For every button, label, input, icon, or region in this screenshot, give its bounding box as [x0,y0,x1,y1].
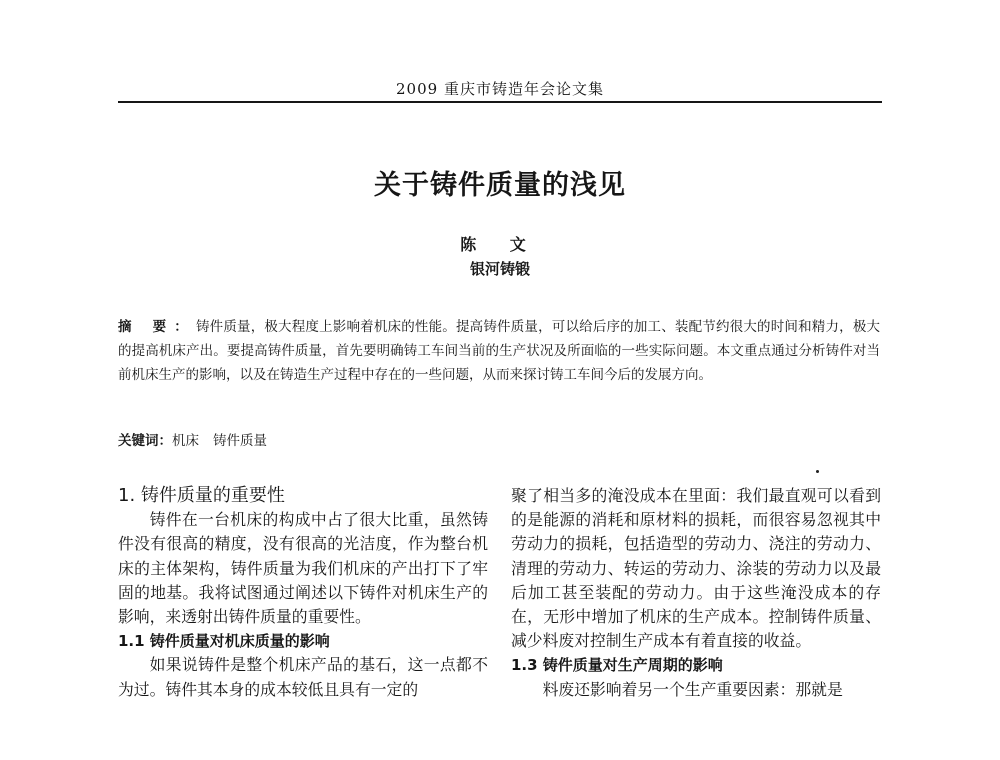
author-name: 陈 文 [460,235,540,254]
abstract-label: 摘 要： [118,319,196,335]
running-header: 2009 重庆市铸造年会论文集 [396,80,604,98]
abstract-text: 铸件质量，极大程度上影响着机床的性能。提高铸件质量，可以给后序的加工、装配节约很大的时间和精力，极大的提高机床产出。要提高铸件质量，首先要明确铸工车间当前的生产状况及所面临的一些实际问题。本文重点通过分析铸件对当前机床生产的影响，以及在铸造生产过程中存在的一些问题，从而来探讨铸工车间今后的发展方向。 [118,319,881,383]
header-rule [118,101,882,103]
right-column [511,484,881,702]
section-1-paragraph: 铸件在一台机床的构成中占了很大比重，虽然铸件没有很高的精度，没有很高的光洁度，作为整台机床的主体架构，铸件质量为我们机床的产出打下了牢固的地基。我将试图通过阐述以下铸件对机床生产的影响，来透射出铸件质量的重要性。 [118,510,488,627]
scan-speck [816,470,819,473]
keywords-label: 关键词： [118,433,172,449]
section-1-3-paragraph: 料废还影响着另一个生产重要因素：那就是 [542,679,843,699]
section-1-heading: 1. 铸件质量的重要性 [118,485,285,506]
keywords [118,429,880,449]
keyword-item: 铸件质量 [213,433,267,449]
section-1-1-heading: 1.1 铸件质量对机床质量的影响 [118,632,330,651]
paper-title: 关于铸件质量的浅见 [374,170,626,201]
abstract [118,316,880,387]
section-1-3-heading: 1.3 铸件质量对生产周期的影响 [511,656,723,675]
author-affiliation: 银河铸锻 [469,260,530,278]
continued-paragraph: 聚了相当多的淹没成本在里面：我们最直观可以看到的是能源的消耗和原材料的损耗，而很容易忽视其中劳动力的损耗，包括造型的劳动力、浇注的劳动力、清理的劳动力、转运的劳动力、涂装的劳动力以及最后加工甚至装配的劳动力。由于这些淹没成本的存在，无形中增加了机床的生产成本。控制铸件质量、减少料废对控制生产成本有着直接的收益。 [511,486,881,651]
left-column [118,484,488,702]
section-1-1-paragraph: 如果说铸件是整个机床产品的基石，这一点都不为过。铸件其本身的成本较低且具有一定的 [118,655,488,699]
keyword-item: 机床 [172,433,199,449]
